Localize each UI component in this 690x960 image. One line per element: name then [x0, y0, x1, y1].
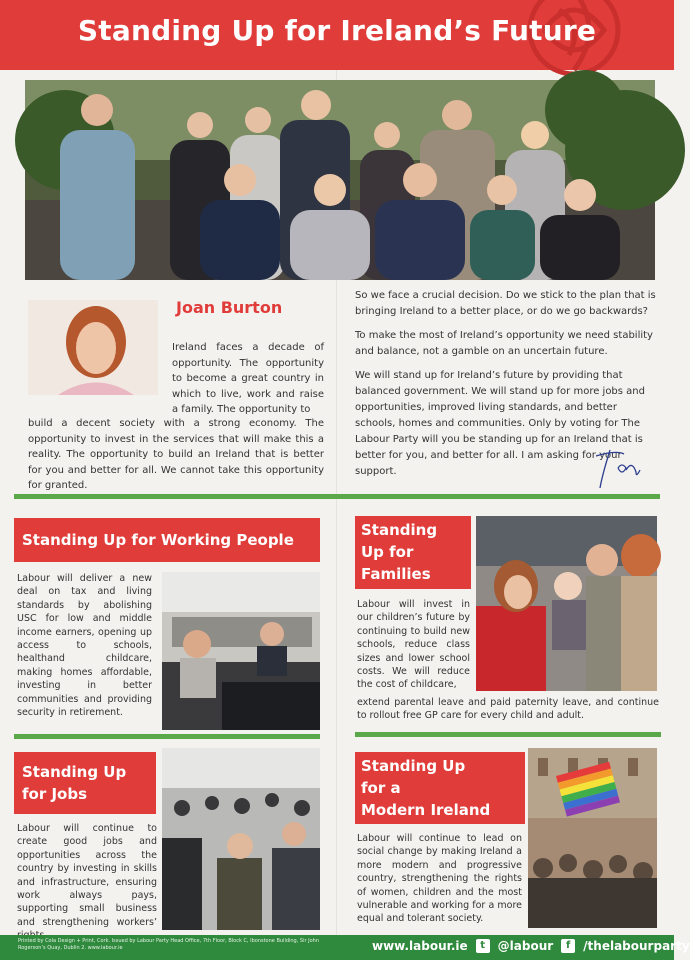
footer-links — [372, 939, 690, 953]
twitter-handle[interactable]: @labour — [497, 939, 554, 953]
section-title-jobs — [14, 752, 156, 814]
facebook-icon: f — [561, 939, 575, 953]
divider — [14, 494, 660, 499]
joan-burton-portrait — [28, 300, 158, 395]
intro-paragraph: To make the most of Ireland’s opportunity we need stability and balance, not a gamble on an uncertain future. — [355, 330, 653, 357]
section-text-jobs: Labour will continue to create good jobs and opportunities across the country by investing in skills and infrastructure, ensuring work always pays, supporting small business and strengthening workers’ — [17, 823, 157, 928]
rally-photo — [528, 748, 657, 928]
section-title-text: Standing Up for Working People — [22, 531, 294, 549]
website-link[interactable]: www.labour.ie — [372, 939, 468, 953]
header-banner — [0, 0, 674, 70]
section-title-text: for a — [361, 779, 401, 797]
section-title-modern-ireland — [355, 752, 525, 824]
facebook-handle[interactable]: /thelabourparty — [583, 939, 690, 953]
intro-paragraph: So we face a crucial decision. Do we stick to the plan that is bringing Ireland to a better place, or do we go backwards? — [355, 290, 656, 317]
section-title-text: Modern Ireland — [361, 801, 491, 819]
page-title: Standing Up for Ireland’s Future — [77, 14, 597, 47]
team-photo — [25, 80, 655, 280]
section-title-text: Standing Up — [361, 757, 466, 775]
signature — [592, 446, 642, 492]
commuters-photo — [162, 748, 320, 930]
section-title-text: Standing — [361, 521, 438, 539]
candidate-name: Joan Burton — [176, 298, 283, 317]
section-title-families — [355, 516, 471, 589]
family-photo — [476, 516, 657, 691]
section-text-modern-ireland: Labour will continue to lead on social change by making Ireland a more modern and progressive country, strengthening the rights of women, children and the most vulnerable and working for a more equal and tolerant society. — [357, 833, 522, 925]
section-title-working-people — [14, 518, 320, 562]
section-title-text: for Jobs — [22, 785, 88, 803]
twitter-icon: t — [476, 939, 490, 953]
intro-paragraph: We will stand up for Ireland’s future by providing that balanced government. We will stand up for more jobs and opportunities, improved living standards, and better schools, homes and communities. Only by voting for The Labour Party will you be standing up for an Ireland that is better for you, and better for all. I am asking for your support. — [355, 370, 645, 477]
imprint-text: Printed by Cola Design + Print, Cork. Issued by Labour Party Head Office, 7th Floor, Block C, Ibonstone Building, Sir John Rogerson’s Quay, Dublin 2. www.labour.ie — [18, 938, 319, 951]
intro-text-narrow: Ireland faces a decade of opportunity. The opportunity to become a great country in which to live, work and raise a family. The opportunity to — [172, 342, 324, 415]
section-title-text: Standing Up — [22, 763, 127, 781]
section-title-text: Up for — [361, 543, 414, 561]
section-text-working-people: Labour will deliver a new deal on tax and living standards by abolishing USC for low and middle income earners, opening up access to schools, healthand childcare, making homes affordable, investing in better communities and providing security in retirement. — [17, 573, 152, 719]
section-text-families: Labour will invest in our children’s future by continuing to build new schools, reduce class sizes and lower school costs. We will reduce the cost of childcare, — [357, 599, 470, 691]
office-photo — [162, 572, 320, 730]
divider — [355, 732, 661, 737]
section-text-families-wide: extend parental leave and paid paternity leave, and continue to rollout free GP care for every child and adult. — [357, 697, 659, 722]
section-title-text: Families — [361, 565, 431, 583]
footer-bar — [0, 935, 690, 960]
intro-text-wide: build a decent society with a strong economy. The opportunity to invest in the services that will make this a reality. The opportunity to build an Ireland that is better for you and better for all. We cannot take this opportunity for granted. — [28, 418, 324, 491]
divider — [14, 734, 320, 739]
